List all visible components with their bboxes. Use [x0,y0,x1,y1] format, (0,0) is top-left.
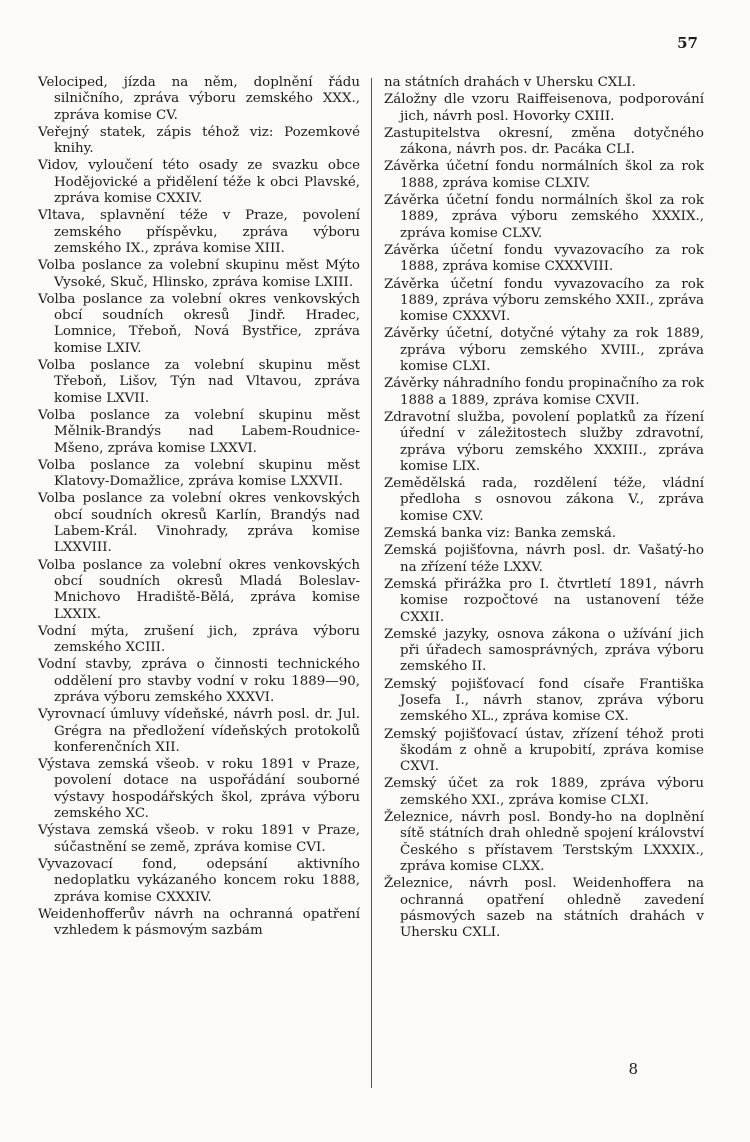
column-divider [371,78,372,1088]
index-entry: Zemská přirážka pro I. čtvrtletí 1891, návrh komise rozpočtové na ustanovení téže CXXII. [384,576,704,625]
index-entry: Vodní stavby, zpráva o činnosti technického oddělení pro stavby vodní v roku 1889—90, zpráva výboru zemského XXXVI. [38,657,360,705]
index-entry: Zemský účet za rok 1889, zpráva výboru zemského XXI., zpráva komise CLXI. [384,776,704,808]
index-entry: Železnice, návrh posl. Bondy-ho na doplnění sítě státních drah ohledně spojení království Českého s přístavem Terstským LXXXIX., zpráva komise CLXX. [384,810,704,874]
index-entry: Volba poslance za volební okres venkovských obcí soudních okresů Jindř. Hradec, Lomnice, Třeboň, Nová Bystřice, zpráva komise LXIV. [38,291,360,356]
index-entry: Železnice, návrh posl. Weidenhoffera na ochranná opatření ohledně zavedení pásmových sazeb na státních drahách v Uhersku CXLI. [384,876,704,941]
index-entry: Závěrka účetní fondu normálních škol za rok 1889, zpráva výboru zemského XXXIX., zpráva komise CLXV. [384,193,704,241]
index-entry: Záložny dle vzoru Raiffeisenova, podporování jich, návrh posl. Hovorky CXIII. [384,92,704,124]
index-entry: Vyvazovací fond, odepsání aktivního nedoplatku vykázaného koncem roku 1888, zpráva komise CXXXIV. [38,856,360,905]
index-entry: Závěrky náhradního fondu propinačního za rok 1888 a 1889, zpráva komise CXVII. [384,376,704,408]
index-entry: Vyrovnací úmluvy vídeňské, návrh posl. dr. Jul. Grégra na předložení vídeňských protokolů konferenčních XII. [38,707,360,755]
index-entry: Zemědělská rada, rozdělení téže, vládní předloha s osnovou zákona V., zpráva komise CXV. [384,476,704,524]
index-entry: Volba poslance za volební okres venkovských obcí soudních okresů Karlín, Brandýs nad Labem-Král. Vinohrady, zpráva komise LXXVIII. [38,491,360,556]
index-entry: Volba poslance za volební skupinu měst Třeboň, Lišov, Týn nad Vltavou, zpráva komise LXVII. [38,358,360,406]
index-entry: Volba poslance za volební okres venkovských obcí soudních okresů Mladá Boleslav-Mnichovo Hradiště-Bělá, zpráva komise LXXIX. [38,557,360,622]
index-entry: Zdravotní služba, povolení poplatků za řízení úřední v záležitostech služby zdravotní, zpráva výboru zemského XXXIII., zpráva komise LIX. [384,409,704,474]
index-entry: Výstava zemská všeob. v roku 1891 v Praze, povolení dotace na uspořádání souborné výstavy hospodářských škol, zpráva výboru zemského XC. [38,757,360,822]
index-column-right [384,75,704,942]
index-entry: Volba poslance za volební skupinu měst Klatovy-Domažlice, zpráva komise LXXVII. [38,457,360,490]
index-entry: Závěrka účetní fondu vyvazovacího za rok 1889, zpráva výboru zemského XXII., zpráva komise CXXXVI. [384,276,704,325]
index-entry: Závěrky účetní, dotyčné výtahy za rok 1889, zpráva výboru zemského XVIII., zpráva komise CLXI. [384,326,704,375]
index-entry: Vodní mýta, zrušení jich, zpráva výboru zemského XCIII. [38,623,360,656]
index-entry: Výstava zemská všeob. v roku 1891 v Praze, súčastnění se země, zpráva komise CVI. [38,823,360,855]
index-entry: Zemská banka viz: Banka zemská. [384,526,617,542]
index-entry: Vidov, vyloučení této osady ze svazku obce Hodějovické a přidělení téže k obci Plavské, zpráva komise CXXIV. [38,158,360,207]
index-column-left [38,75,360,940]
index-entry: Veřejný statek, zápis téhož viz: Pozemkové knihy. [38,124,360,157]
index-entry: Volba poslance za volební skupinu měst Mělnik-Brandýs nad Labem-Roudnice-Mšeno, zpráva komise LXXVI. [38,407,360,456]
index-entry: Zemské jazyky, osnova zákona o užívání jich při úřadech samosprávných, zpráva výboru zemského II. [384,626,704,675]
index-entry: Zemský pojišťovací ústav, zřízení téhož proti škodám z ohně a krupobití, zpráva komise CXVI. [384,726,704,775]
index-entry: Vltava, splavnění téže v Praze, povolení zemského příspěvku, zpráva výboru zemského IX., zpráva komise XIII. [38,208,360,256]
page-number: 57 [677,34,698,52]
index-entry: Weidenhofferův návrh na ochranná opatření vzhledem k pásmovým sazbám [38,906,360,939]
index-entry: Zemská pojišťovna, návrh posl. dr. Vašatý-ho na zřízení téže LXXV. [384,543,704,575]
index-entry: Zemský pojišťovací fond císaře Františka Josefa I., návrh stanov, zpráva výboru zemského XL., zpráva komise CX. [384,676,704,725]
index-entry: Závěrka účetní fondu vyvazovacího za rok 1888, zpráva komise CXXXVIII. [384,242,704,275]
index-entry: Zastupitelstva okresní, změna dotyčného zákona, návrh pos. dr. Pacáka CLI. [384,125,704,158]
index-entry: Volba poslance za volební skupinu měst Mýto Vysoké, Skuč, Hlinsko, zpráva komise LXIII. [38,258,360,290]
index-entry: Velociped, jízda na něm, doplnění řádu silničního, zpráva výboru zemského XXX., zpráva komise CV. [38,75,360,123]
index-entry: na státních drahách v Uhersku CXLI. [384,75,636,90]
signature-mark: 8 [628,1060,638,1078]
index-entry: Závěrka účetní fondu normálních škol za rok 1888, zpráva komise CLXIV. [384,159,704,191]
